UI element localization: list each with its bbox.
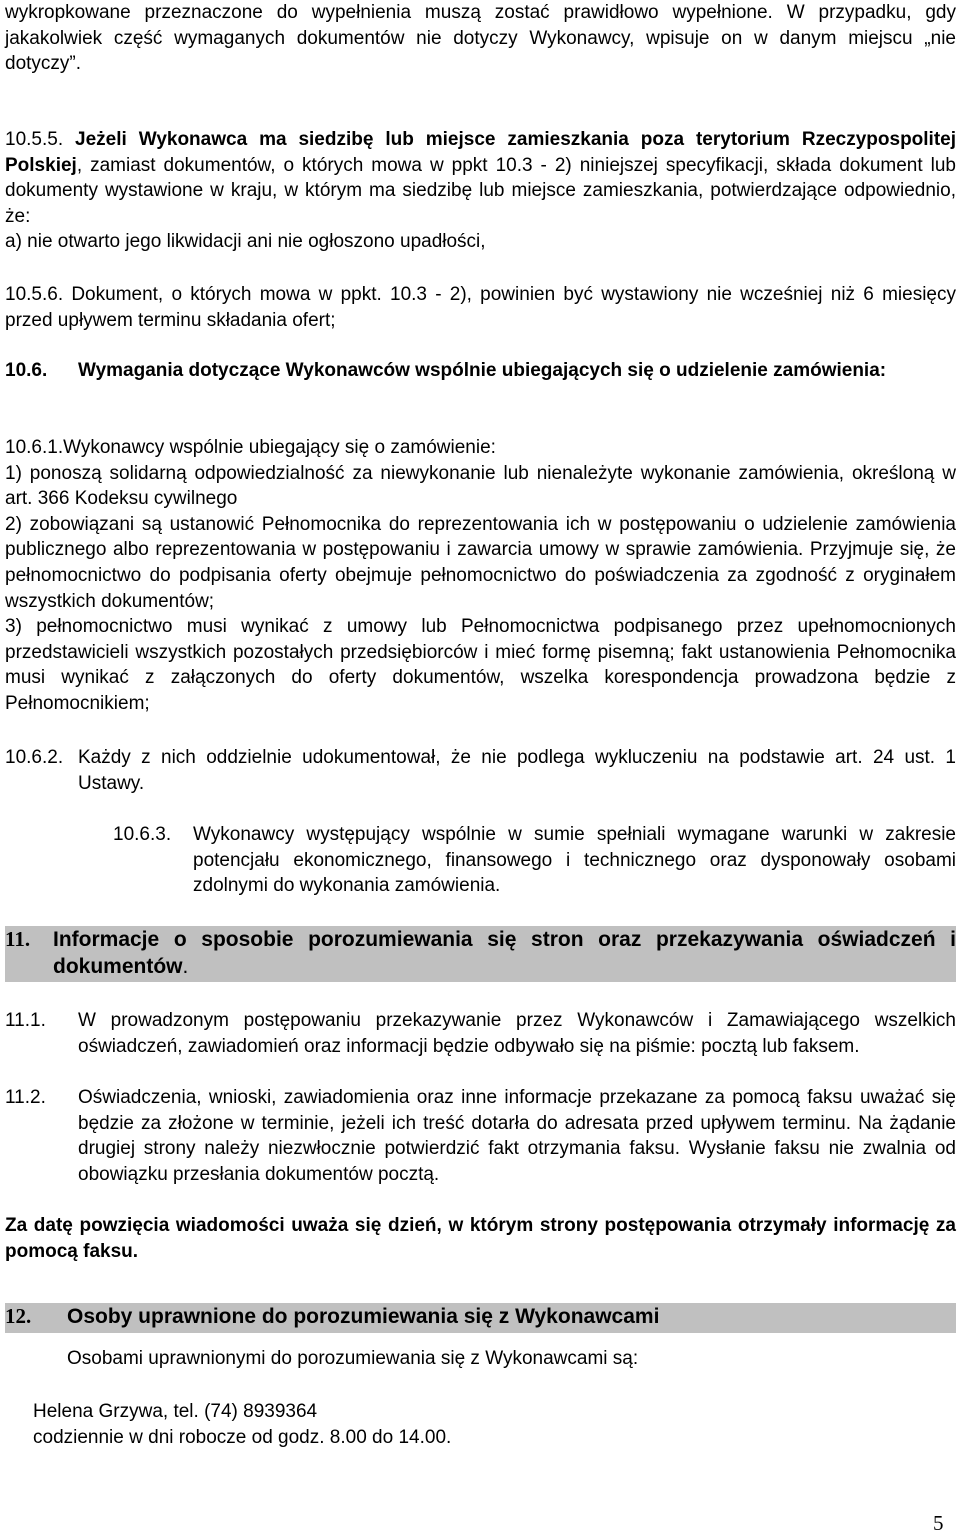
section-number: 12. (5, 1304, 32, 1328)
list-item-3: 3) pełnomocnictwo musi wynikać z umowy lub Pełnomocnictwa podpisanego przez upełnomocnionych przedstawicieli wszystkich pozostałych przedsiębiorców i mieć formę pisemną; fakt ustanowienia Pełnomocnika musi wynikać z załączonych do oferty dokumentów, wszelka korespondencja prowadzona będzie z Pełnomocnikiem; (5, 616, 956, 714)
list-item-2: 2) zobowiązani są ustanowić Pełnomocnika do reprezentowania ich w postępowaniu o udzielenie zamówienia publicznego albo reprezentowania w postępowaniu i zawarcia umowy w sprawie zamówienia. Przyjmuje się, że pełnomocnictwo do podpisania oferty obejmuje pełnomocnictwo do poświadczenia za zgodność z oryginałem wszystkich dokumentów; (5, 513, 956, 612)
section-title-text: Informacje o sposobie porozumiewania się stron oraz przekazywania oświadczeń i dokumentów (53, 928, 956, 978)
list-item-a: a) nie otwarto jego likwidacji ani nie ogłoszono upadłości, (5, 231, 486, 253)
paragraph-number: 11.1. (5, 1010, 46, 1031)
paragraph-10-6-1 (5, 435, 956, 717)
heading-number: 10.6. (5, 360, 48, 381)
paragraph-number: 10.5.5. (5, 129, 64, 150)
paragraph-11-2 (5, 1085, 956, 1187)
paragraph-body: Wykonawcy występujący wspólnie w sumie spełniali wymagane warunki w zakresie potencjału ekonomicznego, finansowego i technicznego oraz dysponowały osobami zdolnymi do wykonania zamówienia. (193, 824, 956, 897)
intro-paragraph: wykropkowane przeznaczone do wypełnienia muszą zostać prawidłowo wypełnione. W przypadku, gdy jakakolwiek część wymaganych dokumentów nie dotyczy Wykonawcy, wpisuje on w danym miejscu „nie dotyczy”. (5, 2, 956, 75)
paragraph-number: 10.6.2. (5, 747, 64, 768)
paragraph-lead: 10.6.1.Wykonawcy wspólnie ubiegający się o zamówienie: (5, 437, 496, 458)
paragraph-body: Oświadczenia, wnioski, zawiadomienia oraz inne informacje przekazane za pomocą faksu uważać się będzie za złożone w terminie, jeżeli ich treść dotarła do adresata przed upływem terminu. Na żądanie drugiej strony należy niezwłocznie potwierdzić fakt otrzymania faksu. Wysłanie faksu nie zwalnia od obowiązku przesłania dokumentów pocztą. (78, 1087, 956, 1185)
section-title (53, 926, 956, 982)
paragraph-11-1 (5, 1008, 956, 1059)
section-12-heading (5, 1303, 956, 1333)
paragraph-10-6-3 (113, 822, 956, 899)
contact-person: Helena Grzywa, tel. (74) 8939364 (33, 1401, 318, 1422)
paragraph-12: Osobami uprawnionymi do porozumiewania się z Wykonawcami są: (67, 1348, 639, 1369)
section-title-period: . (182, 955, 189, 978)
paragraph-10-5-6: 10.5.6. Dokument, o których mowa w ppkt. 10.3 - 2), powinien być wystawiony nie wcześniej niż 6 miesięcy przed upływem terminu składania ofert; (5, 284, 956, 331)
paragraph-10-6-2 (5, 745, 956, 796)
contact-hours: codziennie w dni robocze od godz. 8.00 do 14.00. (33, 1427, 452, 1448)
paragraph-bold-lead: Jeżeli Wykonawca ma siedzibę lub miejsce zamieszkania poza terytorium Rzeczypospolitej Polskiej (5, 129, 957, 176)
section-title: Osoby uprawnione do porozumiewania się z Wykonawcami (67, 1305, 660, 1328)
paragraph-body: , zamiast dokumentów, o których mowa w ppkt 10.3 - 2) niniejszej specyfikacji, składa dokument lub dokumenty wystawione w kraju, w którym ma siedzibę lub miejsce zamieszkania, potwierdzające odpowiednio, że: (5, 154, 956, 227)
paragraph-body: Każdy z nich oddzielnie udokumentował, że nie podlega wykluczeniu na podstawie art. 24 ust. 1 Ustawy. (78, 747, 956, 794)
paragraph-10-5-5-text (5, 127, 956, 229)
section-11-heading (5, 926, 956, 982)
list-item-1: 1) ponoszą solidarną odpowiedzialność za niewykonanie lub nienależyte wykonanie zamówienia, określoną w art. 366 Kodeksu cywilnego (5, 462, 956, 510)
paragraph-number: 10.6.3. (113, 824, 172, 845)
paragraph-body: W prowadzonym postępowaniu przekazywanie przez Wykonawców i Zamawiającego wszelkich oświadczeń, zawiadomień oraz informacji będzie odbywało się na piśmie: pocztą lub faksem. (78, 1010, 956, 1057)
bold-note: Za datę powzięcia wiadomości uważa się dzień, w którym strony postępowania otrzymały informację za pomocą faksu. (5, 1215, 956, 1262)
section-number: 11. (5, 927, 31, 951)
paragraph-10-5-5 (5, 127, 956, 255)
page-number: 5 (933, 1511, 944, 1535)
paragraph-number: 11.2. (5, 1087, 46, 1108)
heading-10-6 (5, 358, 956, 384)
heading-text: Wymagania dotyczące Wykonawców wspólnie ubiegających się o udzielenie zamówienia: (78, 360, 887, 381)
